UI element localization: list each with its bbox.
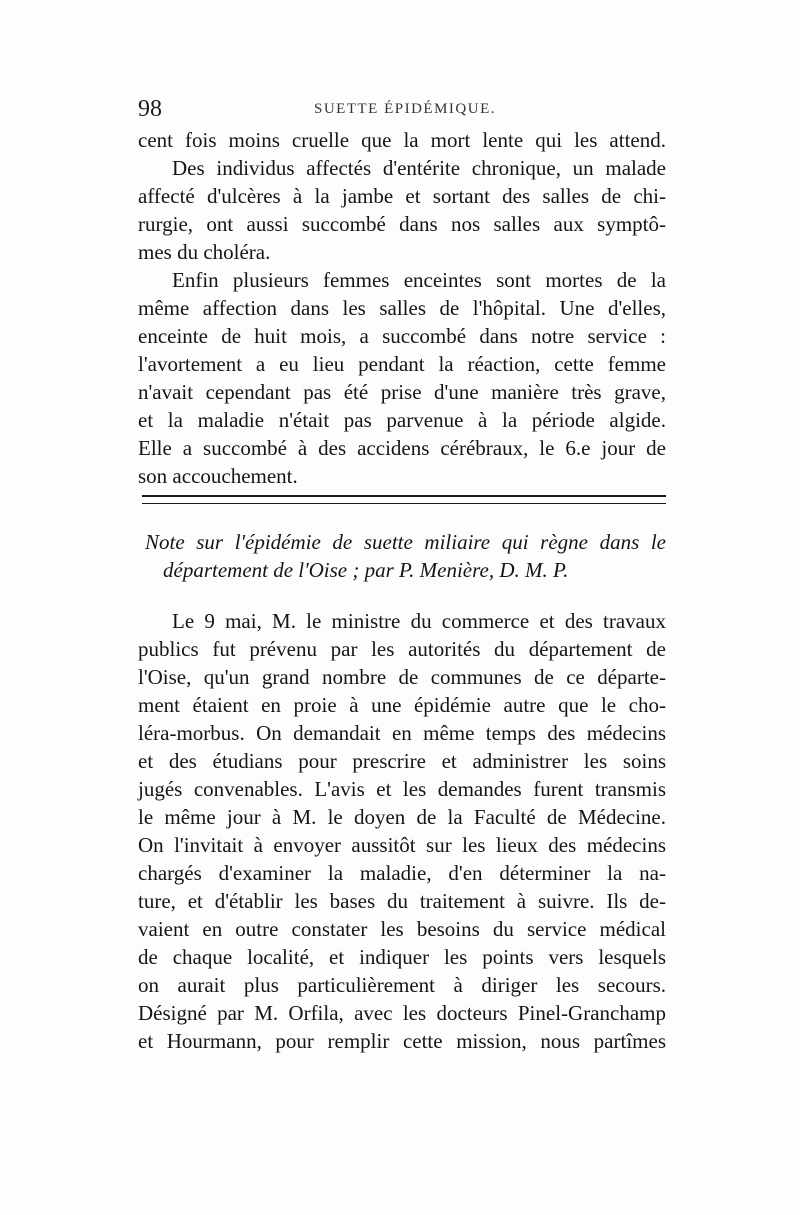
text-line: enceinte de huit mois, a succombé dans notre service : — [138, 324, 666, 348]
section-heading — [145, 528, 666, 584]
text-line: et Hourmann, pour remplir cette mission, nous partîmes — [138, 1029, 666, 1053]
text-line: Le 9 mai, M. le ministre du commerce et des travaux — [172, 609, 666, 633]
text-line: chargés d'examiner la maladie, d'en déterminer la na- — [138, 861, 666, 885]
text-line: On l'invitait à envoyer aussitôt sur les lieux des médecins — [138, 833, 666, 857]
text-line: n'avait cependant pas été prise d'une manière très grave, — [138, 380, 666, 404]
text-line: l'avortement a eu lieu pendant la réaction, cette femme — [138, 352, 666, 376]
page-number: 98 — [138, 96, 162, 122]
text-line: le même jour à M. le doyen de la Faculté de Médecine. — [138, 805, 666, 829]
intro-paragraphs — [138, 126, 666, 490]
page-header — [138, 94, 666, 124]
text-line: Elle a succombé à des accidens cérébraux, le 6.e jour de — [138, 436, 666, 460]
text-line: Des individus affectés d'entérite chronique, un malade — [172, 156, 666, 180]
text-line: mes du choléra. — [138, 240, 271, 264]
text-line: affecté d'ulcères à la jambe et sortant des salles de chi- — [138, 184, 666, 208]
section-divider — [142, 495, 666, 504]
text-line: vaient en outre constater les besoins du service médical — [138, 917, 666, 941]
heading-line: Note sur l'épidémie de suette miliaire qui règne dans le — [145, 530, 666, 554]
text-line: jugés convenables. L'avis et les demandes furent transmis — [138, 777, 666, 801]
text-line: son accouchement. — [138, 464, 298, 488]
text-line: de chaque localité, et indiquer les points vers lesquels — [138, 945, 666, 969]
note-paragraph — [138, 607, 666, 1055]
text-line: léra-morbus. On demandait en même temps des médecins — [138, 721, 666, 745]
text-line: on aurait plus particulièrement à diriger les secours. — [138, 973, 666, 997]
text-line: rurgie, ont aussi succombé dans nos salles aux symptô- — [138, 212, 666, 236]
running-title: SUETTE ÉPIDÉMIQUE. — [314, 101, 496, 117]
text-line: Désigné par M. Orfila, avec les docteurs Pinel-Granchamp — [138, 1001, 666, 1025]
heading-line: département de l'Oise ; par P. Menière, D. M. P. — [163, 558, 569, 582]
text-line: et des étudians pour prescrire et administrer les soins — [138, 749, 666, 773]
text-line: même affection dans les salles de l'hôpital. Une d'elles, — [138, 296, 666, 320]
text-line: ment étaient en proie à une épidémie autre que le cho- — [138, 693, 666, 717]
text-line: et la maladie n'était pas parvenue à la période algide. — [138, 408, 666, 432]
text-line: l'Oise, qu'un grand nombre de communes de ce départe- — [138, 665, 666, 689]
text-line: ture, et d'établir les bases du traitement à suivre. Ils de- — [138, 889, 666, 913]
text-line: publics fut prévenu par les autorités du département de — [138, 637, 666, 661]
text-line: cent fois moins cruelle que la mort lente qui les attend. — [138, 128, 666, 152]
text-line: Enfin plusieurs femmes enceintes sont mortes de la — [172, 268, 666, 292]
